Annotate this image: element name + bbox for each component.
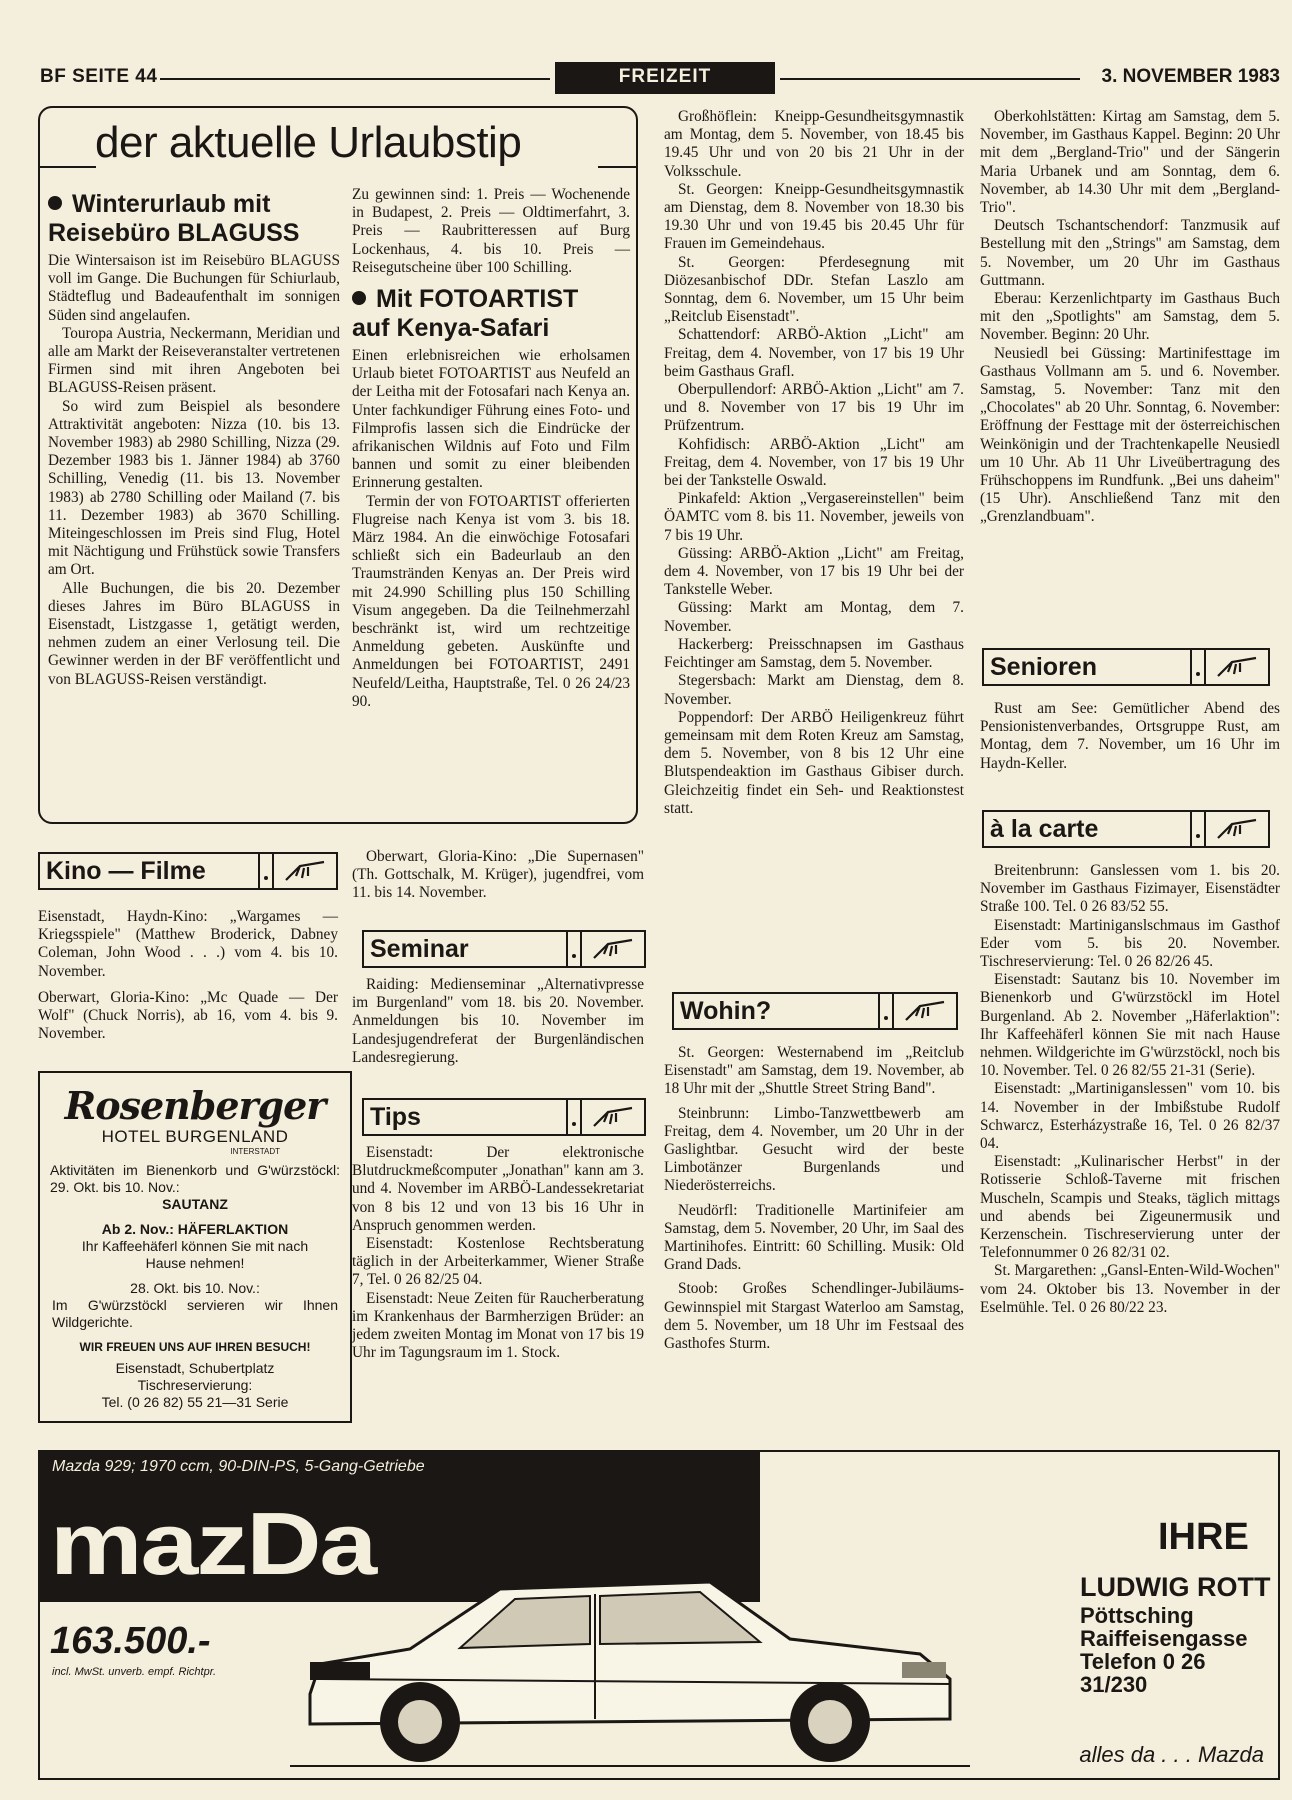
event-item: Steinbrunn: Limbo-Tanzwettbewerb am Freitag, dem 4. November, um 20 Uhr in der Gaslightbar. Gesucht wird der beste Limbotänzer Burgenlands und Niederösterreichs. (664, 1104, 964, 1195)
bullet-icon (48, 196, 62, 210)
winter-headline: Winterurlaub mit Reisebüro BLAGUSS (48, 190, 300, 247)
prizes-paragraph: Zu gewinnen sind: 1. Preis — Wochenende in Budapest, 2. Preis — Oldtimerfahrt, 3. Preis — Raubritteressen auf Burg Lockenhaus, 4. bis 10. Preis — Reisegutscheine über 100 Schilling. (352, 186, 630, 276)
car-illustration (290, 1544, 970, 1774)
event-item: Schattendorf: ARBÖ-Aktion „Licht" am Freitag, dem 4. November, von 17 bis 19 Uhr beim Gasthaus Grafl. (664, 326, 964, 380)
header-rule-left (160, 78, 550, 80)
rosenberger-logo: Rosenberger (64, 1083, 326, 1128)
mazda-ad (38, 1450, 1280, 1780)
bullet-icon (352, 291, 366, 305)
event-item: Breitenbrunn: Ganslessen vom 1. bis 20. November im Gasthaus Fizimayer, Eisenstädter Straße 100. Tel. 0 26 83/52 55. (980, 862, 1280, 916)
kino-listing-cont: Oberwart, Gloria-Kino: „Die Supernasen" (Th. Gottschalk, M. Krüger), jugendfrei, vom 11. bis 14. November. (352, 848, 644, 902)
title-rule-left (40, 166, 96, 168)
tips-listing: Eisenstadt: Der elektronische Blutdruckmeßcomputer „Jonathan" kann am 3. und 4. November im ARBÖ-Landessekretariat von 8 bis 12 und von 13 bis 16 Uhr in Anspruch genommen werden. Eisenstadt: Kostenlose Rechtsberatung täglich in der Arbeiterkammer, Wiener Straße 7, Tel. 0 26 82/25 04. Eisenstadt: Neue Zeiten für Raucherberatung im Krankenhaus der Barmherzigen Brüder: an jedem zweiten Montag im Monat von 17 bis 19 Uhr im Tagungsraum im 1. Stock. (352, 1144, 644, 1362)
ad-line: Ihr Kaffeehäferl können Sie mit nach Hause nehmen! (81, 1238, 309, 1271)
event-item: St. Margarethen: „Gansl-Enten-Wild-Wochen" vom 24. Oktober bis 13. November in der Eselmühle. Tel. 0 26 80/22 23. (980, 1262, 1280, 1316)
events-column-right (980, 108, 1280, 527)
seminar-listing: Raiding: Medienseminar „Alternativpresse im Burgenland" vom 18. bis 20. November. Anmeldungen bis 10. November im Landesjugendreferat der Burgenländischen Landesregierung. (352, 976, 644, 1066)
carte-label: à la carte (984, 812, 1192, 846)
ad-line: Eisenstadt, Schubertplatz (115, 1360, 275, 1376)
event-item: St. Georgen: Kneipp-Gesundheitsgymnastik am Dienstag, dem 8. November von 18.30 bis 19.30 Uhr und von 19.45 bis 20.45 Uhr für Frauen im Gemeindehaus. (664, 180, 964, 253)
ad-slogan: alles da . . . Mazda (1079, 1742, 1264, 1767)
tips-section-header (362, 1098, 646, 1136)
page-number: BF SEITE 44 (40, 66, 158, 87)
event-item: Oberkohlstätten: Kirtag am Samstag, dem 5. November, im Gasthaus Kappel. Beginn: 20 Uhr mit dem „Bergland-Trio" und der Sängerin Maria Urbanek und am Sonntag, dem 6. November, ab 14.30 Uhr mit dem „Bergland-Trio". (980, 108, 1280, 217)
event-item: Güssing: ARBÖ-Aktion „Licht" am Freitag, dem 4. November, von 17 bis 19 Uhr bei der Tankstelle Weber. (664, 544, 964, 599)
mazda-logo: mazDa (50, 1494, 376, 1594)
ad-line: Tischreservierung: (137, 1377, 253, 1393)
pointing-hand-icon (894, 994, 956, 1028)
event-item: Neudörfl: Traditionelle Martinifeier am Samstag, dem 5. November, 20 Uhr, im Saal des Martinihofes. Eintritt: 60 Schilling. Musik: Old Grand Dads. (664, 1201, 964, 1274)
pointing-hand-icon (582, 1100, 644, 1134)
event-item: Deutsch Tschantschendorf: Tanzmusik auf Bestellung mit den „Strings" am Samstag, dem 5. November, um 20 Uhr im Gasthaus Guttmann. (980, 217, 1280, 289)
wohin-section-header (672, 992, 958, 1030)
winter-paragraph: Touropa Austria, Neckermann, Meridian und alle am Markt der Reiseveranstalter vertretenen Firmen sind mit ihren Angeboten bei BLAGUSS-Reisen präsent. (48, 324, 340, 397)
ad-line: Ab 2. Nov.: HÄFERLAKTION (101, 1221, 289, 1237)
pointing-hand-icon (582, 932, 644, 966)
ad-line: 28. Okt. bis 10. Nov.: (130, 1280, 260, 1296)
tips-label: Tips (364, 1100, 568, 1134)
ad-headline: IHRE (1158, 1516, 1249, 1558)
winter-paragraph: Alle Buchungen, die bis 20. Dezember dieses Jahres im Büro BLAGUSS in Eisenstadt, Listzgasse 1, getätigt werden, nehmen zudem an einer Verlosung teil. Die Gewinner werden in der BF veröffentlicht und von BLAGUSS-Reisen verständigt. (48, 579, 340, 688)
price: 163.500.- (50, 1620, 211, 1662)
event-item: St. Georgen: Westernabend im „Reitclub Eisenstadt" am Samstag, dem 19. November, ab 18 Uhr mit der „Shuttle Street String Band". (664, 1044, 964, 1098)
event-item: Oberpullendorf: ARBÖ-Aktion „Licht" am 7. und 8. November von 17 bis 19 Uhr im Prüfzentrum. (664, 381, 964, 435)
hotel-name: HOTEL BURGENLAND (101, 1127, 289, 1146)
ad-line: SAUTANZ (162, 1196, 228, 1212)
kino-section-header (38, 852, 338, 890)
carte-listing (980, 862, 1280, 1317)
winter-paragraph: Die Wintersaison ist im Reisebüro BLAGUSS voll im Gange. Die Buchungen für Schiurlaub, Städteflug und Badeaufenthalt im sonnigen Süden sind angelaufen. (48, 252, 340, 324)
price-note: incl. MwSt. unverb. empf. Richtpr. (52, 1666, 217, 1678)
kenya-article (352, 186, 630, 711)
event-item: Hackerberg: Preisschnapsen im Gasthaus Feichtinger am Samstag, dem 5. November. (664, 635, 964, 672)
kino-listing: Eisenstadt, Haydn-Kino: „Wargames — Kriegsspiele" (Matthew Broderick, Dabney Coleman, John Wood . . .) vom 4. bis 10. November. Oberwart, Gloria-Kino: „Mc Quade — Der Wolf" (Chuck Norris), ab 16, vom 4. bis 9. November. (38, 908, 338, 1043)
event-item: Eberau: Kerzenlichtparty im Gasthaus Buch mit den „Spotlights" am Samstag, dem 5. November. Beginn: 20 Uhr. (980, 290, 1280, 344)
event-item: Eisenstadt: Sautanz bis 10. November im Bienenkorb und G'würzstöckl im Hotel Burgenland. Ab 2. November „Häferlaktion": Ihr Kaffeehäferl können Sie mit nach Hause nehmen. Wildgerichte im G'würzstöckl, noch bis 10. November. Tel. 0 26 82/55 21-31 (Serie). (980, 971, 1280, 1080)
event-item: Stegersbach: Markt am Dienstag, dem 8. November. (664, 672, 964, 708)
event-item: St. Georgen: Pferdesegnung mit Diözesanbischof DDr. Stefan Laszlo am Sonntag, dem 6. November, um 15 Uhr beim „Reitclub Eisenstadt". (664, 253, 964, 326)
event-item: Eisenstadt: Martiniganslschmaus im Gasthof Eder vom 5. bis 20. November. Tischreservierung: Tel. 0 26 82/26 45. (980, 916, 1280, 971)
seminar-label: Seminar (364, 932, 568, 966)
pointing-hand-icon (274, 854, 336, 888)
ad-line: Im G'würzstöckl servieren wir Ihnen Wildgerichte. (52, 1297, 338, 1330)
event-item: Güssing: Markt am Montag, dem 7. November. (664, 599, 964, 635)
urlaubstip-title: der aktuelle Urlaubstip (95, 118, 522, 167)
winter-article (48, 190, 340, 689)
event-item: Neusiedl bei Güssing: Martinifesttage im Gasthaus Vollmann am 5. und 6. November. Samstag, 5. November: Tanz mit den „Chocolates" ab 20 Uhr. Sonntag, 6. November: Eröffnung der Festtage mit der österreichischen Weinkönigin und der Trachtenkapelle Neusiedl um 10 Uhr. Ab 11 Uhr Liveübertragung des Frühschoppens im Rundfunk. „Bei uns daheim" (15 Uhr). Anschließend Tanz mit den „Grenzlandbuam". (980, 344, 1280, 526)
kino-label: Kino — Filme (40, 854, 260, 888)
rosenberger-ad (38, 1071, 352, 1423)
event-item: Pinkafeld: Aktion „Vergasereinstellen" beim ÖAMTC vom 8. bis 11. November, jeweils von 7 bis 19 Uhr. (664, 490, 964, 544)
seminar-section-header (362, 930, 646, 968)
kenya-headline: Mit FOTOARTIST auf Kenya-Safari (352, 285, 579, 343)
kenya-paragraph: Termin der von FOTOARTIST offerierten Flugreise nach Kenya ist vom 3. bis 18. März 1984. An die einwöchige Fotosafari schließt sich ein Badeurlaub an den Traumstränden Kenyas an. Der Preis wird mit 24.990 Schilling plus 150 Schilling Visum angegeben. Da die Teilnehmerzahl beschränkt ist, wird um rechtzeitige Anmeldung gebeten. Auskünfte und Anmeldungen bei FOTOARTIST, 2491 Neufeld/Leitha, Hauptstraße, Tel. 0 26 24/23 90. (352, 492, 630, 710)
pointing-hand-icon (1206, 650, 1268, 684)
dealer-info: LUDWIG ROTT Pöttsching Raiffeisengasse Telefon 0 26 31/230 (1080, 1572, 1271, 1697)
winter-paragraph: So wird zum Beispiel als besondere Attraktivität angeboten: Nizza (10. bis 13. November 1983) ab 2980 Schilling, Nizza (29. Dezember 1983 bis 1. Jänner 1984) ab 3760 Schilling, Venedig (11. bis 13. November 1983) ab 2780 Schilling oder Mailand (7. bis 11. Dezember 1983) ab 3670 Schilling. Miteingeschlossen im Preis sind Flug, Hotel mit Nächtigung und Frühstück sowie Transfers am Ort. (48, 397, 340, 579)
ad-line: WIR FREUEN UNS AUF IHREN BESUCH! (79, 1340, 311, 1354)
senioren-section-header (982, 648, 1270, 686)
ad-line: Aktivitäten im Bienenkorb und G'würzstöckl: 29. Okt. bis 10. Nov.: (50, 1162, 340, 1195)
ad-line: Tel. (0 26 82) 55 21—31 Serie (101, 1394, 289, 1410)
event-item: Kohfidisch: ARBÖ-Aktion „Licht" am Freitag, dem 4. November, von 17 bis 19 Uhr bei der Tankstelle Oswald. (664, 435, 964, 490)
hotel-subline: INTERSTADT (230, 1147, 280, 1156)
event-item: Rust am See: Gemütlicher Abend des Pensionistenverbandes, Ortsgruppe Rust, am Montag, dem 7. November, um 16 Uhr im Haydn-Keller. (980, 700, 1280, 772)
car-specs: Mazda 929; 1970 ccm, 90-DIN-PS, 5-Gang-Getriebe (52, 1458, 425, 1475)
wohin-listing (664, 1044, 964, 1353)
kenya-paragraph: Einen erlebnisreichen wie erholsamen Urlaub bietet FOTOARTIST aus Neufeld an der Leitha mit der Fotosafari nach Kenya an. Unter fachkundiger Führung eines Foto- und Filmprofis lassen sich die Eindrücke der afrikanischen Wildnis auf Foto und Film bannen und somit zu einer bleibenden Erinnerung gestalten. (352, 347, 630, 492)
title-rule-right (598, 166, 636, 168)
event-item: Großhöflein: Kneipp-Gesundheitsgymnastik am Montag, dem 5. November, von 18.45 bis 19.45 Uhr und von 20 bis 21 Uhr in der Volksschule. (664, 108, 964, 180)
events-column (664, 108, 964, 818)
event-item: Eisenstadt: „Kulinarischer Herbst" in der Rotisserie Schloß-Taverne mit frischen Muscheln, Scampis und Steaks, täglich mittags und abends bei Zigeunermusik und Kerzenschein. Tischreservierung unter der Telefonnummer 0 26 82/31 02. (980, 1153, 1280, 1262)
senioren-listing (980, 700, 1280, 773)
event-item: Stoob: Großes Schendlinger-Jubiläums-Gewinnspiel mit Stargast Waterloo am Samstag, dem 5. November, um 18 Uhr im Festsaal des Gasthofes Sturm. (664, 1280, 964, 1353)
senioren-label: Senioren (984, 650, 1192, 684)
wohin-label: Wohin? (674, 994, 880, 1028)
section-title: FREIZEIT (555, 62, 775, 94)
header-rule-right (780, 78, 1080, 80)
issue-date: 3. NOVEMBER 1983 (1096, 66, 1280, 88)
pointing-hand-icon (1206, 812, 1268, 846)
event-item: Eisenstadt: „Martiniganslessen" vom 10. bis 14. November in der Imbißstube Rudolf Schwarcz, Esterházystraße 16, Tel. 0 26 82/37 04. (980, 1080, 1280, 1153)
event-item: Poppendorf: Der ARBÖ Heiligenkreuz führt gemeinsam mit dem Roten Kreuz am Samstag, dem 5. November, von 8 bis 12 Uhr eine Blutspendeaktion im Gasthaus Gibiser durch. Gleichzeitig findet ein Seh- und Reaktionstest statt. (664, 708, 964, 817)
carte-section-header (982, 810, 1270, 848)
